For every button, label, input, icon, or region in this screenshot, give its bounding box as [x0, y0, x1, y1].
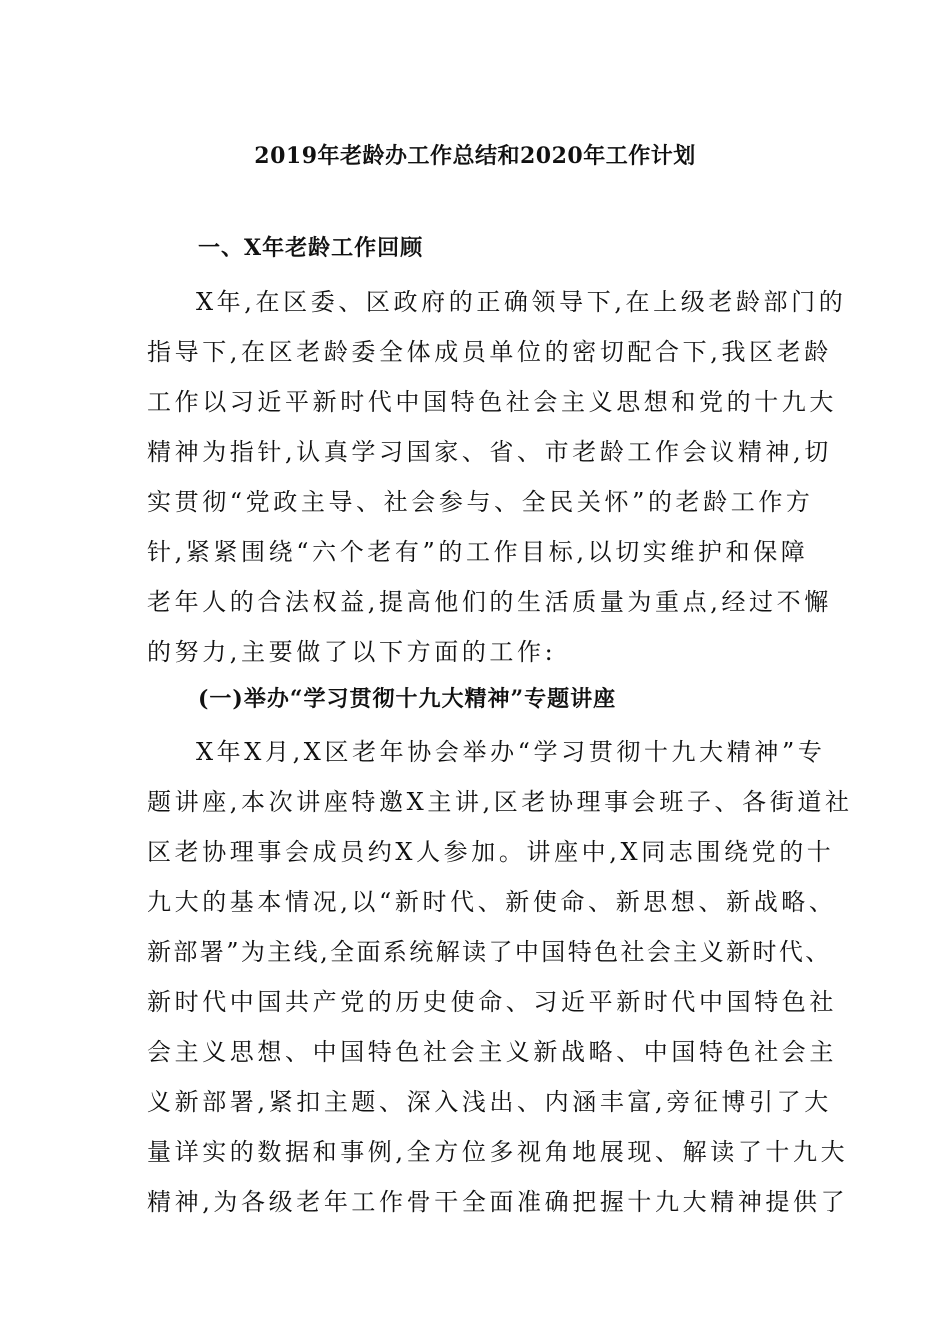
paragraph-line: 老年人的合法权益,提高他们的生活质量为重点,经过不懈: [147, 588, 832, 616]
paragraph-line: 会主义思想、中国特色社会主义新战略、中国特色社会主: [147, 1038, 837, 1066]
paragraph-line: 实贯彻“党政主导、社会参与、全民关怀”的老龄工作方: [147, 488, 814, 516]
paragraph-line: 指导下,在区老龄委全体成员单位的密切配合下,我区老龄: [147, 338, 832, 366]
subsection-heading: (一)举办“学习贯彻十九大精神”专题讲座: [198, 686, 617, 712]
paragraph-line: 工作以习近平新时代中国特色社会主义思想和党的十九大: [147, 388, 837, 416]
paragraph-line: 新部署”为主线,全面系统解读了中国特色社会主义新时代、: [147, 938, 832, 966]
section-heading: 一、X年老龄工作回顾: [198, 235, 424, 261]
paragraph-line: 精神,为各级老年工作骨干全面准确把握十九大精神提供了: [147, 1188, 849, 1216]
paragraph-line: 针,紧紧围绕“六个老有”的工作目标,以切实维护和保障: [147, 538, 809, 566]
document-title: 2019年老龄办工作总结和2020年工作计划: [254, 143, 696, 169]
paragraph-line: 九大的基本情况,以“新时代、新使命、新思想、新战略、: [147, 888, 837, 916]
paragraph-line: 义新部署,紧扣主题、深入浅出、内涵丰富,旁征博引了大: [147, 1088, 832, 1116]
paragraph-line: 量详实的数据和事例,全方位多视角地展现、解读了十九大: [147, 1138, 849, 1166]
paragraph-line: X年,在区委、区政府的正确领导下,在上级老龄部门的: [196, 288, 847, 316]
paragraph-line: 的努力,主要做了以下方面的工作:: [147, 638, 557, 666]
paragraph-line: 精神为指针,认真学习国家、省、市老龄工作会议精神,切: [147, 438, 832, 466]
paragraph-line: 题讲座,本次讲座特邀X主讲,区老协理事会班子、各街道社: [147, 788, 853, 816]
paragraph-line: 区老协理事会成员约X人参加。讲座中,X同志围绕党的十: [147, 838, 835, 866]
paragraph-line: 新时代中国共产党的历史使命、习近平新时代中国特色社: [147, 988, 837, 1016]
paragraph-line: X年X月,X区老年协会举办“学习贯彻十九大精神”专: [196, 738, 826, 766]
